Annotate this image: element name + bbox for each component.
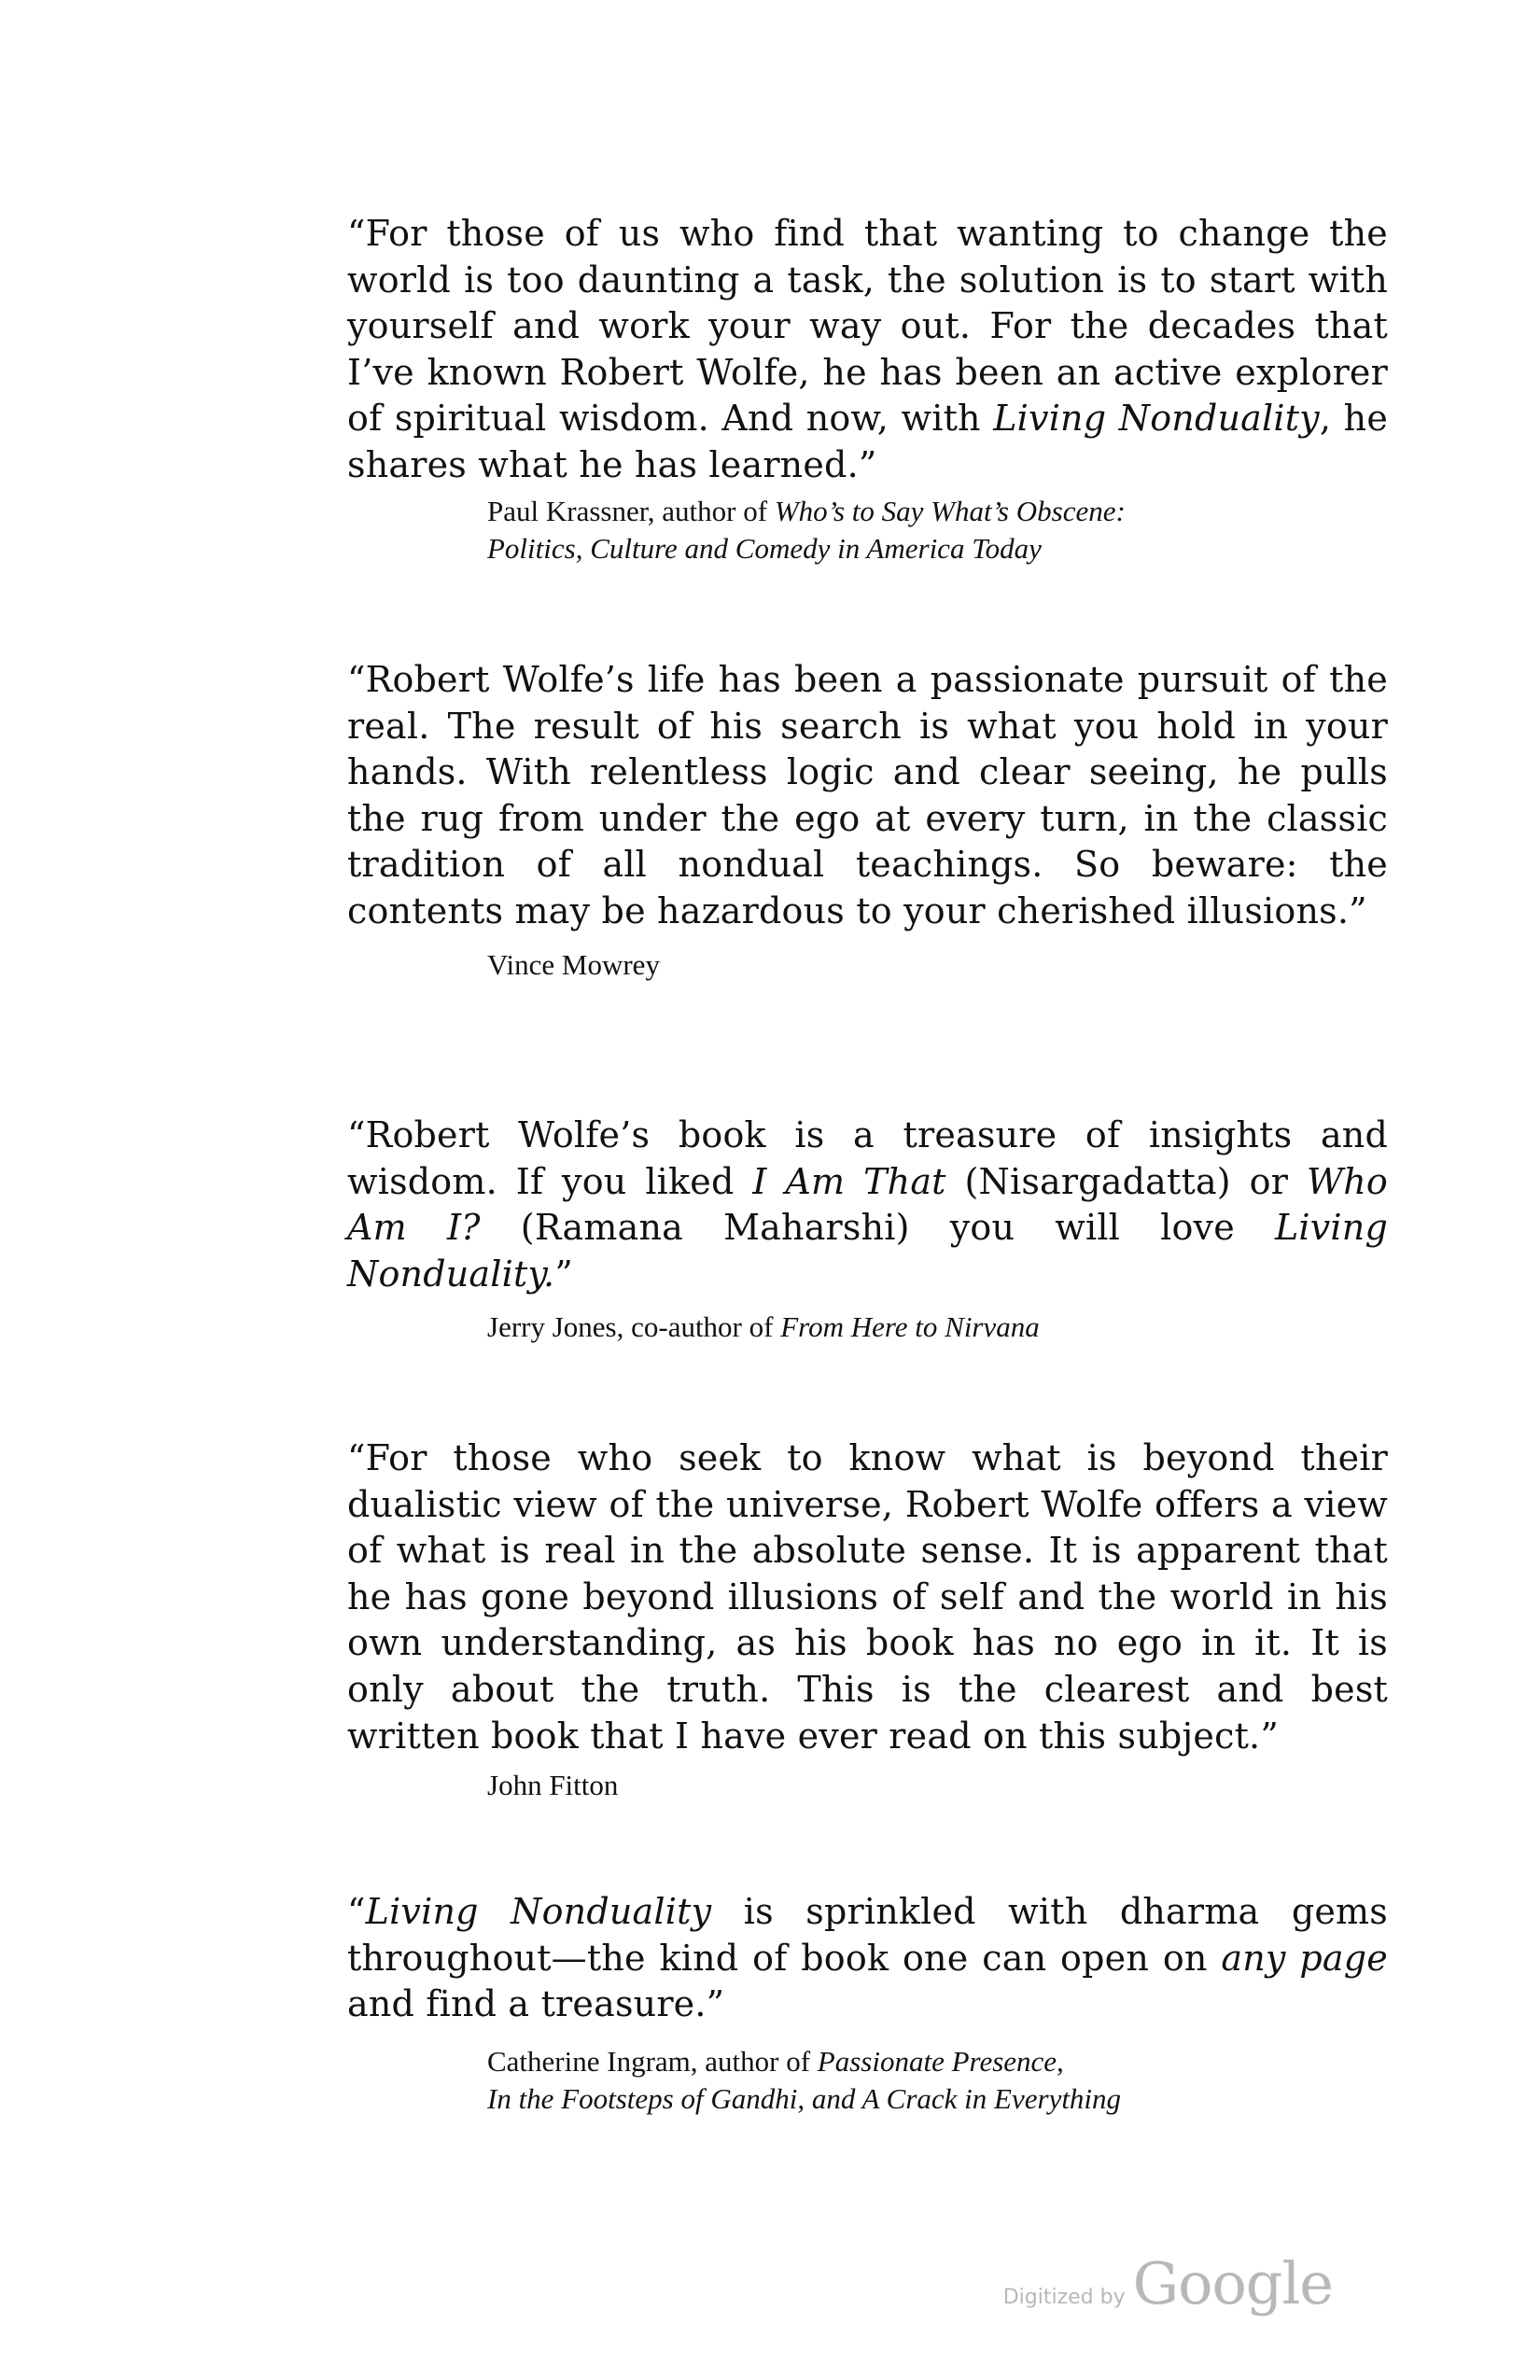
endorsement-quote-4 [347,1435,1388,1804]
attribution-book-title: Who’s to Say What’s Obscene: [774,494,1126,527]
book-title: Who Am I? [347,1160,1388,1249]
digitized-by-google-watermark [1003,2249,1333,2317]
book-title: Living Nonduality [365,1891,712,1932]
quote-segment: “For those of us who find that wanting to change the world is too daunting a task, the solution is to start with yourself and work your way out. For the decades that I’ve known Robert Wolfe, he has been an active explorer of spiritual wisdom. And now, with [347,213,1388,440]
google-logo: Google [1132,2249,1333,2317]
attribution-book-title: Politics, Culture and Comedy in America Today [487,531,1042,565]
attribution-line [487,2043,1388,2080]
quote-segment: “Robert Wolfe’s life has been a passionate pursuit of the real. The result of his search is what you hold in your hands. With relentless logic and clear seeing, he pulls the rug from under the ego at every turn, in the classic tradition of all nondual teachings. So beware: the contents may be hazardous to your cherished illusions.” [347,659,1388,931]
attribution-name: John Fitton [487,1769,619,1802]
quote-attribution [347,1309,1388,1346]
attribution-book-title: Passionate Presence, [817,2044,1064,2078]
quote-segment: is sprinkled with dharma gems throughout—the kind of book one can open on [347,1891,1388,1979]
quote-text [347,1113,1388,1297]
book-title: Living Nonduality [993,398,1320,440]
emphasis-text: any page [1221,1937,1388,1979]
attribution-book-title: In the Footsteps of Gandhi, and A Crack in Everything [487,2081,1122,2115]
attribution-name: Catherine Ingram, author of [487,2044,818,2078]
endorsement-quote-3 [347,1113,1388,1346]
quote-text [347,1435,1388,1759]
book-title: I Am That [752,1160,946,1202]
attribution-book-title: From Here to Nirvana [780,1310,1040,1344]
attribution-line [487,530,1388,567]
attribution-name: Jerry Jones, co-author of [487,1310,781,1344]
quote-segment: ” [554,1253,573,1295]
quote-attribution [347,946,1388,984]
attribution-name: Vince Mowrey [487,947,660,981]
book-title: Living Nonduality. [347,1207,1388,1295]
attribution-line [487,946,1388,984]
attribution-line [487,1309,1388,1346]
endorsement-quote-5 [347,1889,1388,2118]
endorsement-quote-1 [347,211,1388,567]
quote-segment: and find a treasure.” [347,1983,725,2025]
quote-segment: “Robert Wolfe’s book is a treasure of insights and wisdom. If you liked [347,1114,1388,1202]
watermark-prefix: Digitized by [1002,2286,1126,2309]
quote-attribution [347,2043,1388,2118]
quote-segment: “ [347,1891,366,1932]
attribution-line [487,1767,1388,1804]
quote-segment: , he shares what he has learned.” [347,398,1389,485]
quote-text [347,1889,1388,2028]
quote-segment: (Ramana Maharshi) you will love [480,1207,1275,1249]
attribution-name: Paul Krassner, author of [487,494,775,527]
attribution-line [487,493,1388,530]
quote-segment: (Nisargadatta) or [945,1160,1307,1202]
quote-text [347,211,1388,489]
quote-attribution [347,1767,1388,1804]
quote-text [347,657,1388,935]
attribution-line [487,2080,1388,2118]
quote-attribution [347,493,1388,567]
quote-segment: “For those who seek to know what is beyond their dualistic view of the universe, Robert Wolfe offers a view of what is real in the absolute sense. It is apparent that he has gone beyond illusions of self and the world in his own understanding, as his book has no ego in it. It is only about the truth. This is the clearest and best written book that I have ever read on this subject.” [347,1437,1388,1757]
endorsement-quote-2 [347,657,1388,984]
